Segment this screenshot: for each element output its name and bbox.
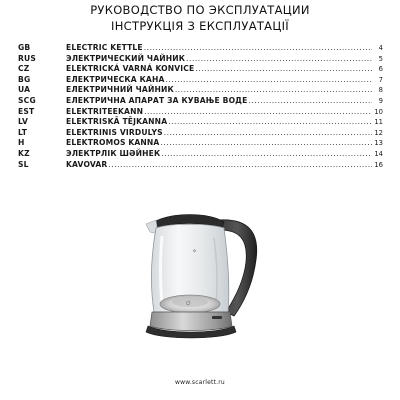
manual-title-russian: РУКОВОДСТВО ПО ЭКСПЛУАТАЦИИ [90,3,310,17]
toc-row[interactable] [18,128,383,139]
toc-language-code: LV [18,117,29,127]
toc-page-number: 8 [378,86,383,95]
toc-row[interactable] [18,43,383,54]
toc-dot-leader [195,64,372,75]
toc-language-code: BG [18,74,31,84]
toc-dot-leader [160,138,372,149]
toc-dot-leader [168,117,372,128]
toc-page-number: 14 [374,149,383,158]
toc-dot-leader [186,54,372,65]
toc-section-title: ELEKTROMOS KANNA [66,138,160,148]
toc-row[interactable] [18,138,383,149]
toc-language-code: EST [18,106,35,116]
toc-language-code: SL [18,159,29,169]
toc-row[interactable] [18,54,383,65]
toc-dot-leader [161,149,372,160]
toc-dot-leader [175,85,372,96]
toc-page-number: 9 [378,96,383,105]
toc-language-code: RUS [18,53,37,63]
toc-section-title: KAVOVAR [66,159,108,169]
toc-page-number: 13 [374,139,383,148]
toc-language-code: GB [18,43,31,52]
toc-section-title: ЕЛЕКТРИЧНА АПАРАТ ЗА КУВАЊЕ ВОДЕ [66,95,248,105]
toc-section-title: ЕЛЕКТРИЧНИЙ ЧАЙНИК [66,85,174,95]
toc-page-number: 16 [374,160,383,169]
toc-dot-leader [144,43,372,54]
toc-page-number: 7 [378,75,383,84]
toc-dot-leader [248,96,372,107]
toc-language-code: LT [18,127,28,137]
toc-language-code: CZ [18,64,30,74]
svg-text:⏻: ⏻ [186,301,191,307]
toc-dot-leader [164,128,372,139]
toc-page-number: 11 [374,118,383,127]
toc-page-number: 4 [378,44,383,52]
toc-row[interactable] [18,64,383,75]
toc-section-title: ELEKTRINIS VIRDULYS [66,127,163,137]
toc-row[interactable] [18,85,383,96]
manual-title-ukrainian: ІНСТРУКЦІЯ З ЕКСПЛУАТАЦІЇ [111,19,289,33]
toc-section-title: ELEKTRISKĀ TĒJKANNA [66,117,168,127]
toc-row[interactable] [18,107,383,118]
toc-section-title: ЭЛЕКТРИЧЕСКИЙ ЧАЙНИК [66,53,186,63]
toc-section-title: ЕЛЕКТРИЧЕСКА КАНА [66,74,165,84]
toc-section-title: ЭЛЕКТРЛІК ШӘЙНЕК [66,148,161,158]
kettle-product-image [140,208,265,343]
toc-row[interactable] [18,117,383,128]
toc-language-code: UA [18,85,31,95]
toc-row[interactable] [18,75,383,86]
toc-page-number: 12 [374,128,383,137]
toc-row[interactable] [18,96,383,107]
svg-text:✧: ✧ [192,248,198,255]
toc-page-number: 6 [378,65,383,74]
toc-language-code: H [18,138,25,148]
website-url[interactable]: www.scarlett.ru [175,379,225,386]
toc-page-number: 10 [374,107,383,116]
table-of-contents [18,43,383,170]
toc-language-code: KZ [18,148,30,158]
toc-section-title: ELEKTRITEEKANN [66,106,144,116]
toc-dot-leader [165,75,372,86]
toc-dot-leader [144,107,372,118]
toc-section-title: ELECTRIC KETTLE [66,43,143,52]
toc-dot-leader [108,160,372,171]
toc-row[interactable] [18,149,383,160]
toc-language-code: SCG [18,95,36,105]
toc-section-title: ELEKTRICKÁ VARNÁ KONVICE [66,64,195,74]
toc-row[interactable] [18,160,383,171]
toc-page-number: 5 [378,54,383,63]
